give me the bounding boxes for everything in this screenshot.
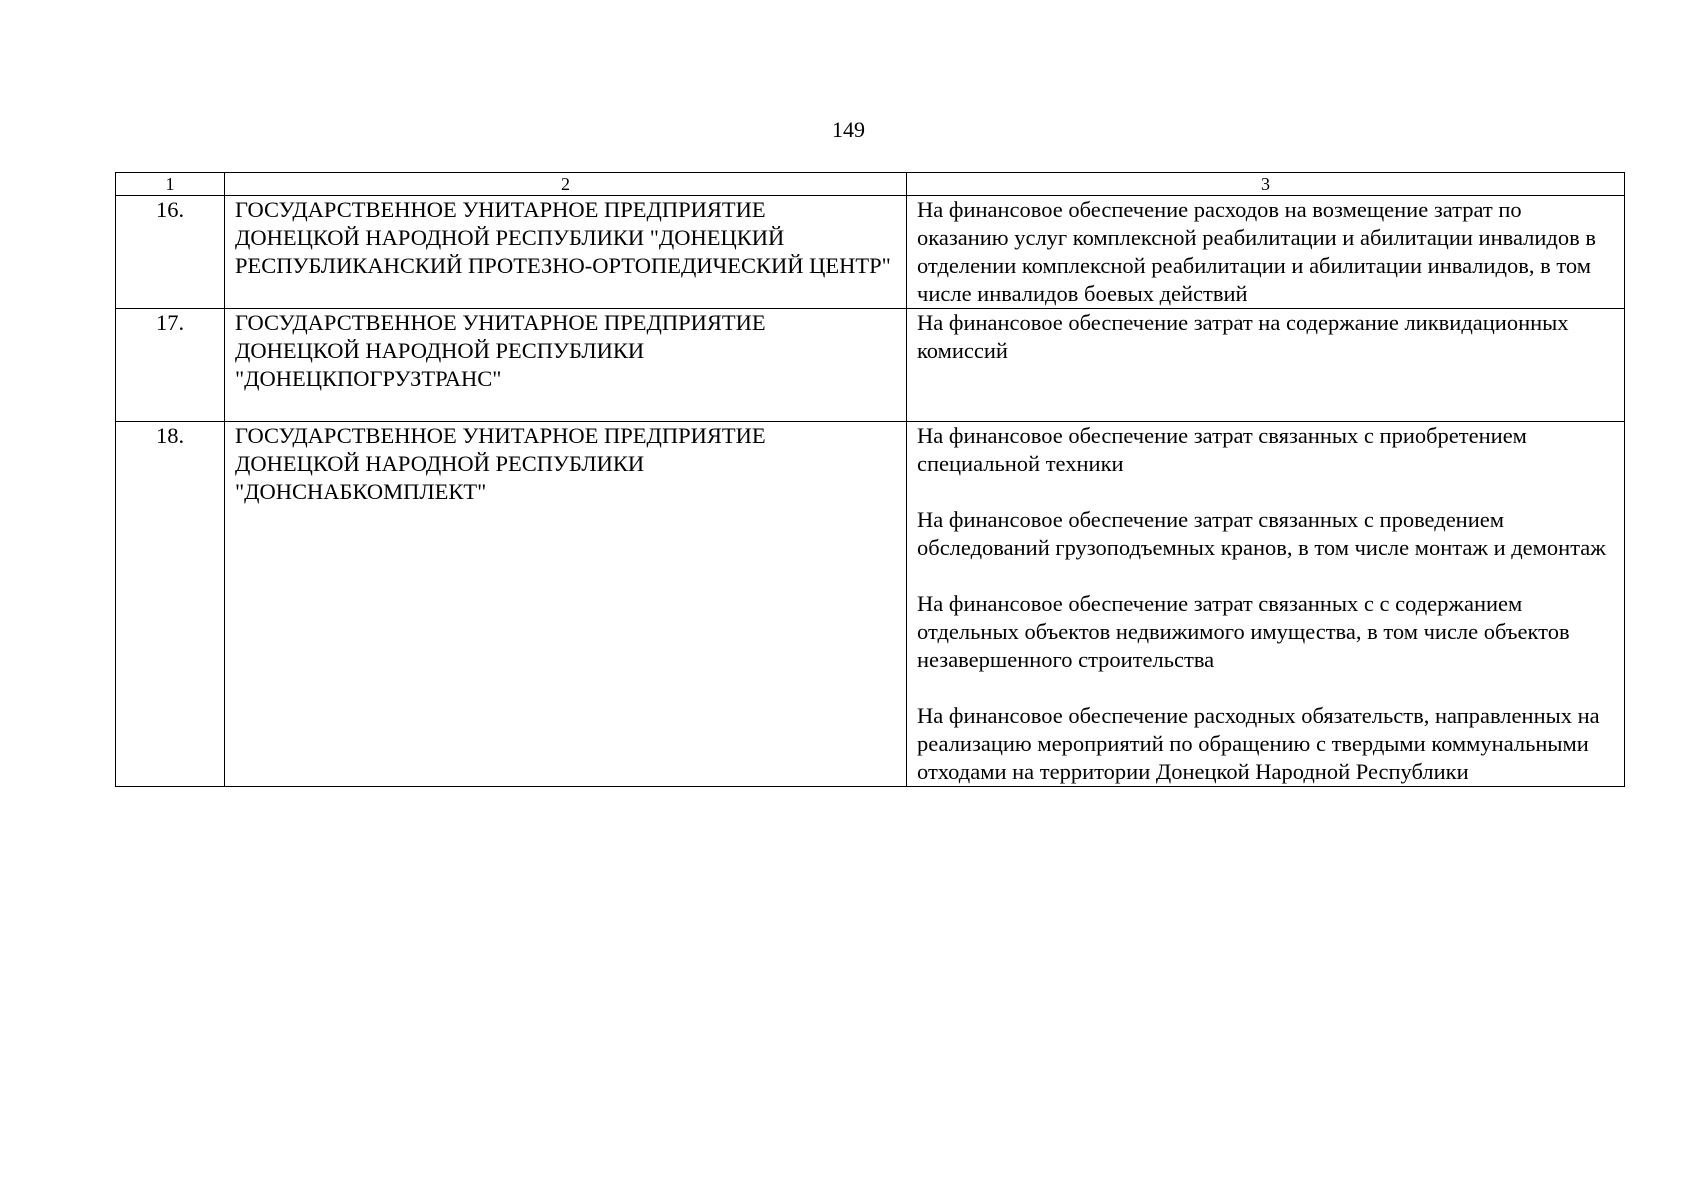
table-row <box>116 196 1625 309</box>
organization-name: ГОСУДАРСТВЕННОЕ УНИТАРНОЕ ПРЕДПРИЯТИЕ ДОНЕЦКОЙ НАРОДНОЙ РЕСПУБЛИКИ "ДОНЕЦКПОГРУЗТРАНС" <box>225 309 907 422</box>
purpose-text: На финансовое обеспечение расходов на возмещение затрат по оказанию услуг комплексной реабилитации и абилитации инвалидов в отделении комплексной реабилитации и абилитации инвалидов, в том числе инвалидов боевых действий <box>917 197 1596 306</box>
header-cell-2: 2 <box>225 173 907 196</box>
row-number: 18. <box>116 422 225 787</box>
header-cell-3: 3 <box>907 173 1625 196</box>
purpose-text: На финансовое обеспечение расходных обязательств, направленных на реализацию мероприятий по обращению с твердыми коммунальными отходами на территории Донецкой Народной Республики <box>917 703 1600 784</box>
purpose-cell <box>907 196 1625 309</box>
purpose-text: На финансовое обеспечение затрат связанных с проведением обследований грузоподъемных кранов, в том числе монтаж и демонтаж <box>917 507 1606 560</box>
purpose-text: На финансовое обеспечение затрат связанных с приобретением специальной техники <box>917 423 1527 476</box>
table-row <box>116 309 1625 422</box>
purpose-cell <box>907 422 1625 787</box>
purpose-text: На финансовое обеспечение затрат на содержание ликвидационных комиссий <box>917 310 1569 363</box>
table-row <box>116 422 1625 787</box>
organization-name: ГОСУДАРСТВЕННОЕ УНИТАРНОЕ ПРЕДПРИЯТИЕ ДОНЕЦКОЙ НАРОДНОЙ РЕСПУБЛИКИ "ДОНСНАБКОМПЛЕКТ" <box>225 422 907 787</box>
page-number: 149 <box>832 117 865 142</box>
purpose-text: На финансовое обеспечение затрат связанных с с содержанием отдельных объектов недвижимого имущества, в том числе объектов незавершенного строительства <box>917 591 1570 672</box>
table-header-row <box>116 173 1625 196</box>
header-cell-1: 1 <box>116 173 225 196</box>
subsidy-table <box>115 172 1625 787</box>
organization-name: ГОСУДАРСТВЕННОЕ УНИТАРНОЕ ПРЕДПРИЯТИЕ ДОНЕЦКОЙ НАРОДНОЙ РЕСПУБЛИКИ "ДОНЕЦКИЙ РЕСПУБЛИКАНСКИЙ ПРОТЕЗНО-ОРТОПЕДИЧЕСКИЙ ЦЕНТР" <box>225 196 907 309</box>
row-number: 16. <box>116 196 225 309</box>
spacer-line <box>917 393 1614 421</box>
purpose-cell <box>907 309 1625 422</box>
row-number: 17. <box>116 309 225 422</box>
